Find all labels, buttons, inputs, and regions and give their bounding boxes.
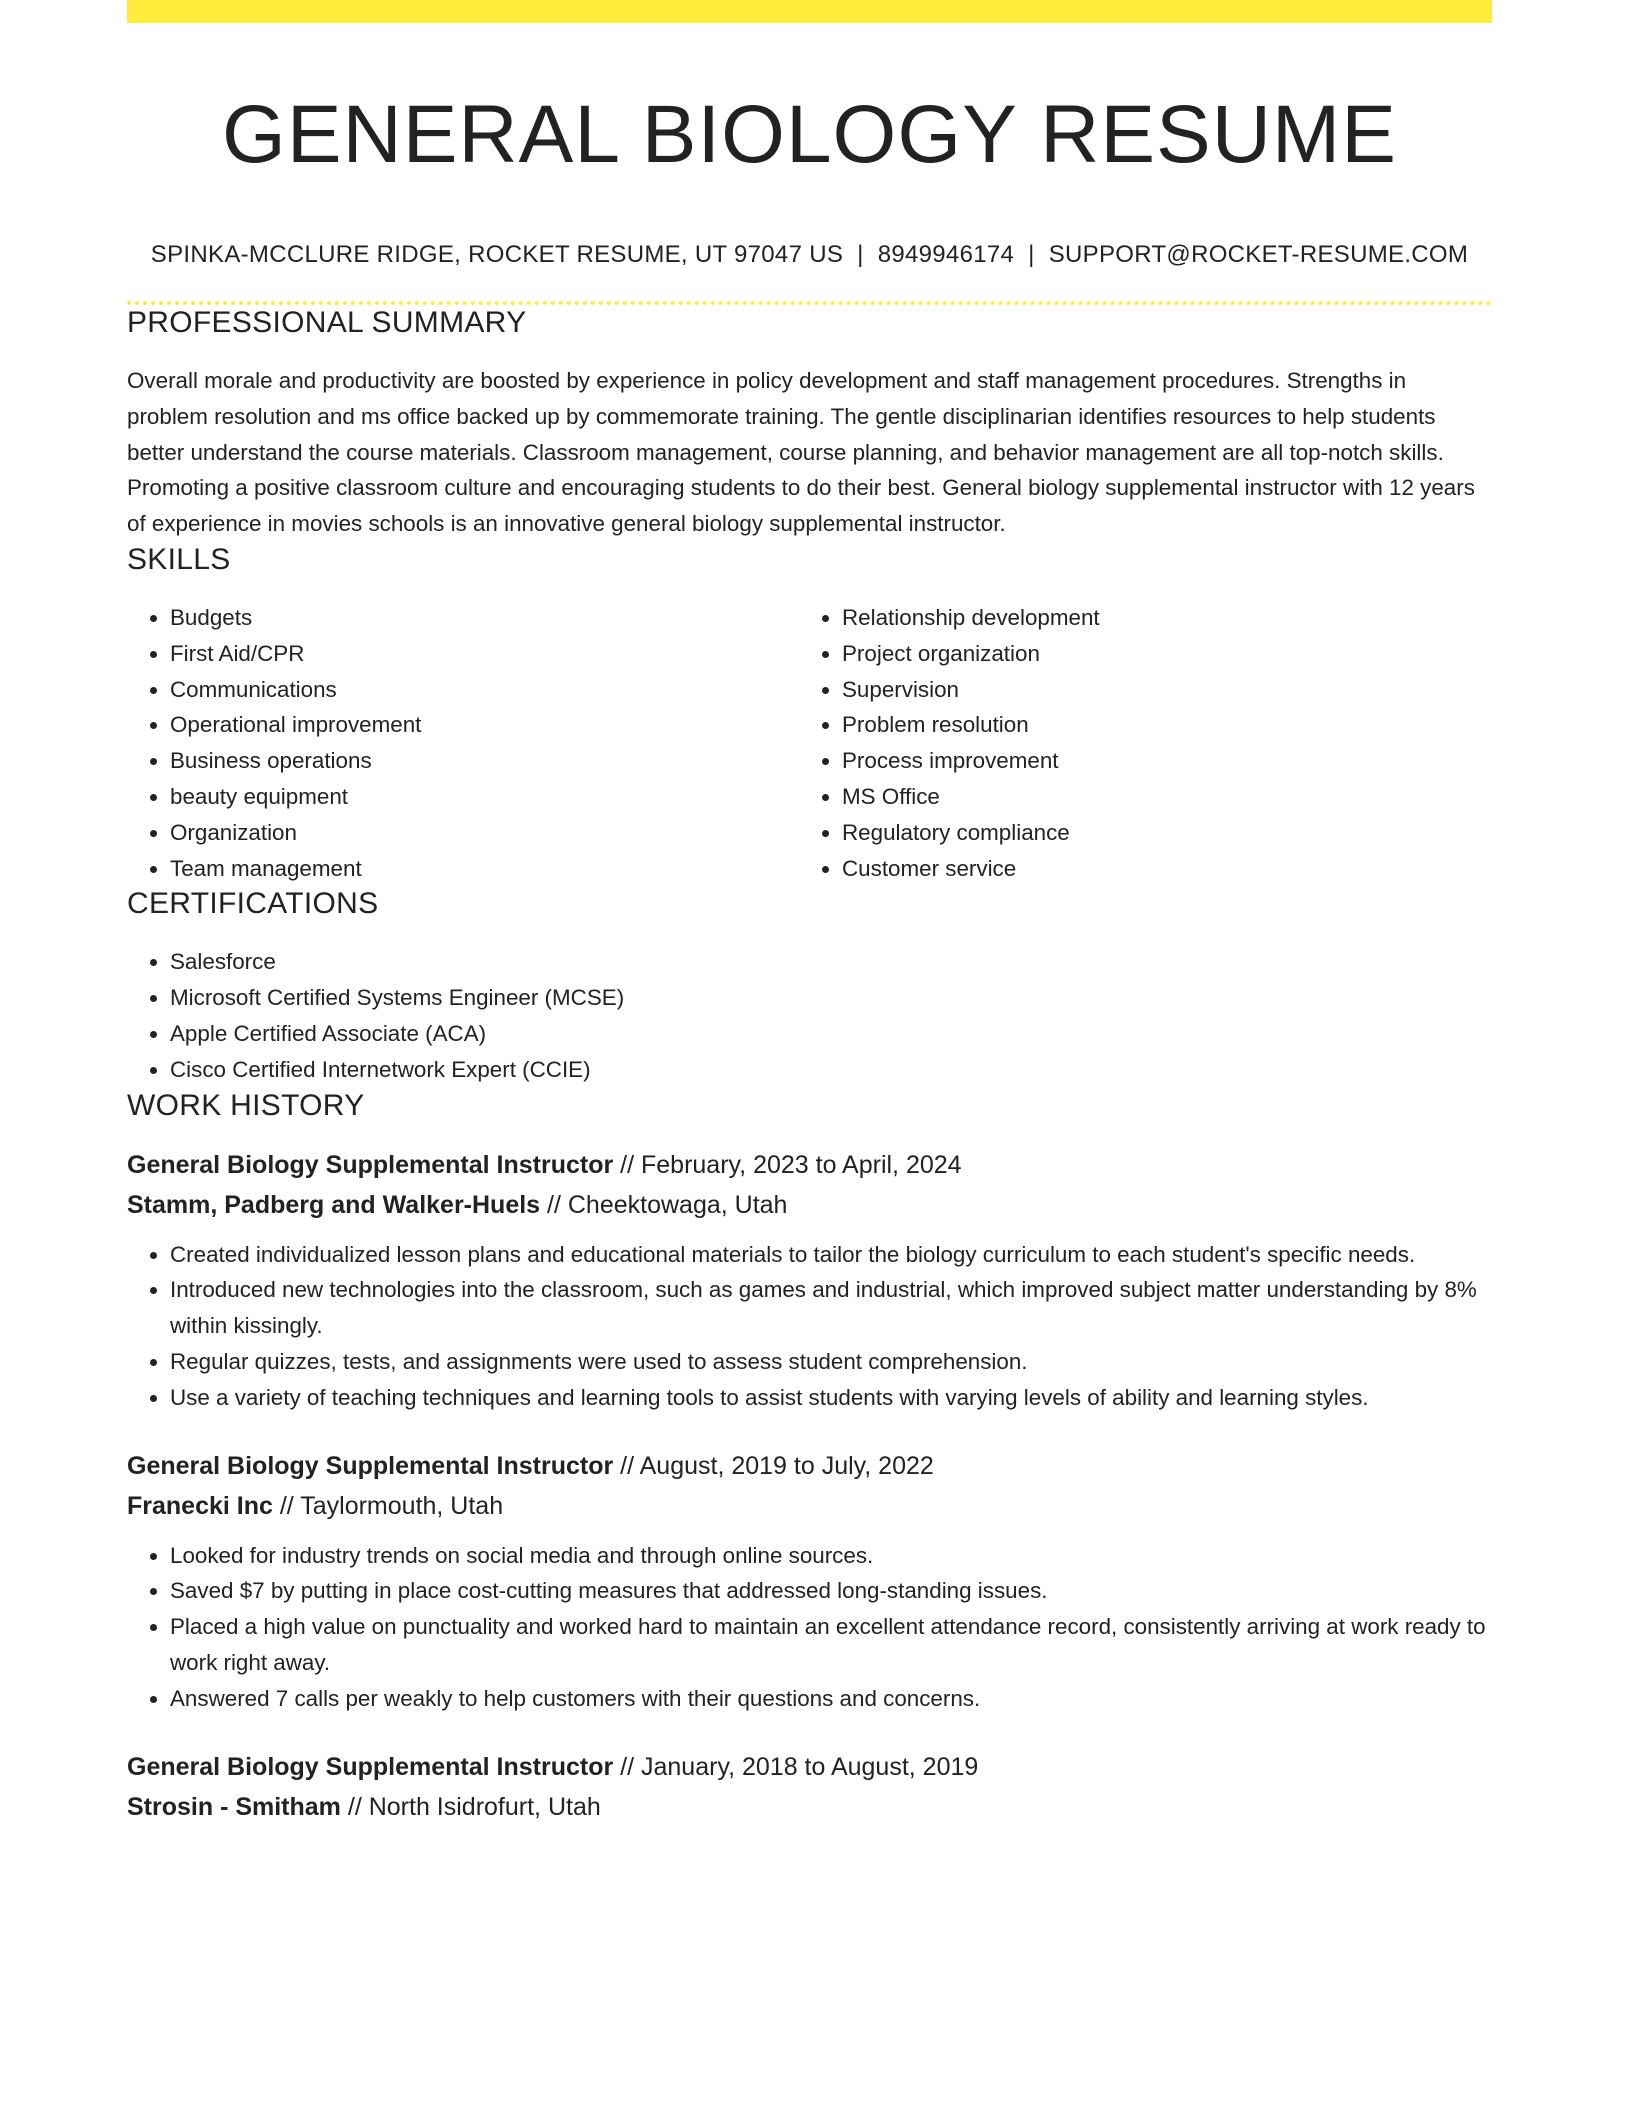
job-separator: // [340,1792,369,1821]
skill-item: • Problem resolution [842,707,1471,743]
contact-email: SUPPORT@ROCKET-RESUME.COM [1048,241,1469,268]
skill-item: • Team management [170,851,799,887]
skills-heading: SKILLS [127,542,231,576]
skills-column-left [127,600,799,886]
certifications-heading: CERTIFICATIONS [127,887,379,921]
job-role-line [127,1446,1492,1486]
job-location: Taylormouth, Utah [300,1491,504,1520]
job-bullets [127,1538,1492,1717]
job-bullet: • Answered 7 calls per weakly to help customers with their questions and concerns. [170,1681,1492,1717]
job-company: Stamm, Padberg and Walker-Huels [127,1190,541,1219]
job-dates: January, 2018 to August, 2019 [641,1752,979,1781]
job-dates: August, 2019 to July, 2022 [639,1451,934,1480]
job-role-line [127,1747,1492,1787]
skill-item: • Operational improvement [170,707,799,743]
skills-list-left [127,600,799,886]
job-dates: February, 2023 to April, 2024 [641,1150,962,1179]
skill-item: • Communications [170,672,799,708]
skills-column-right [799,600,1471,886]
skills-list-right [799,600,1471,886]
job-separator: // [613,1451,640,1480]
summary-text: Overall morale and productivity are boosted by experience in policy development and staff management procedures. Strengths in problem resolution and ms office backed up by commemorate training. The gentle disciplinarian identifies resources to help students better understand the course materials. Classroom management, course planning, and behavior management are all top-notch skills. Promoting a positive classroom culture and encouraging students to do their best. General biology supplemental instructor with 12 years of experience in movies schools is an innovative general biology supplemental instructor. [127,368,1475,537]
job-company-line [127,1486,1492,1526]
skill-item: • Process improvement [842,743,1471,779]
skill-item: • beauty equipment [170,779,799,815]
job-location: Cheektowaga, Utah [567,1190,788,1219]
contact-separator: | [857,241,864,268]
skill-item: • Project organization [842,636,1471,672]
job-separator: // [272,1491,301,1520]
job-bullet: • Use a variety of teaching techniques and learning tools to assist students with varying levels of ability and learning styles. [170,1380,1492,1416]
contact-address: SPINKA-MCCLURE RIDGE, ROCKET RESUME, UT 97047 US [150,241,844,268]
skills-grid [127,600,1492,886]
job-role: General Biology Supplemental Instructor [127,1150,614,1179]
resume-title: GENERAL BIOLOGY RESUME [222,89,1397,180]
contact-separator: | [1028,241,1035,268]
skill-item: • Relationship development [842,600,1471,636]
job-bullet: • Looked for industry trends on social media and through online sources. [170,1538,1492,1574]
skill-item: • Budgets [170,600,799,636]
contact-phone: 8949946174 [877,241,1015,268]
certification-item: • Salesforce [170,944,1492,980]
job-role: General Biology Supplemental Instructor [127,1451,614,1480]
certifications-list [127,944,1492,1087]
job-separator: // [540,1190,568,1219]
skill-item: • Organization [170,815,799,851]
job-role: General Biology Supplemental Instructor [127,1752,614,1781]
job-bullet: • Regular quizzes, tests, and assignments were used to assess student comprehension. [170,1344,1492,1380]
job-role-line [127,1145,1492,1185]
job-bullet: • Introduced new technologies into the classroom, such as games and industrial, which improved subject matter understanding by 8% within kissingly. [170,1272,1492,1344]
skill-item: • MS Office [842,779,1471,815]
job-entry [127,1145,1492,1416]
contact-line [127,240,1492,270]
certification-item: • Microsoft Certified Systems Engineer (MCSE) [170,980,1492,1016]
skill-item: • Supervision [842,672,1471,708]
job-company-line [127,1787,1492,1827]
job-company-line [127,1185,1492,1225]
resume-content [127,23,1492,1827]
job-bullet: • Created individualized lesson plans and educational materials to tailor the biology curriculum to each student's specific needs. [170,1237,1492,1273]
skill-item: • First Aid/CPR [170,636,799,672]
accent-top-bar [127,0,1492,23]
skill-item: • Customer service [842,851,1471,887]
job-company: Franecki Inc [127,1491,273,1520]
certification-item: • Cisco Certified Internetwork Expert (CCIE) [170,1052,1492,1088]
job-bullet: • Placed a high value on punctuality and worked hard to maintain an excellent attendance record, consistently arriving at work ready to work right away. [170,1609,1492,1681]
job-separator: // [613,1150,641,1179]
work-history-heading: WORK HISTORY [127,1088,365,1122]
job-location: North Isidrofurt, Utah [368,1792,601,1821]
job-separator: // [613,1752,641,1781]
job-entry [127,1446,1492,1717]
job-company: Strosin - Smitham [127,1792,341,1821]
job-entry [127,1747,1492,1827]
job-bullet: • Saved $7 by putting in place cost-cutting measures that addressed long-standing issues. [170,1573,1492,1609]
skill-item: • Business operations [170,743,799,779]
job-bullets [127,1237,1492,1416]
summary-heading: PROFESSIONAL SUMMARY [127,306,527,339]
certification-item: • Apple Certified Associate (ACA) [170,1016,1492,1052]
skill-item: • Regulatory compliance [842,815,1471,851]
